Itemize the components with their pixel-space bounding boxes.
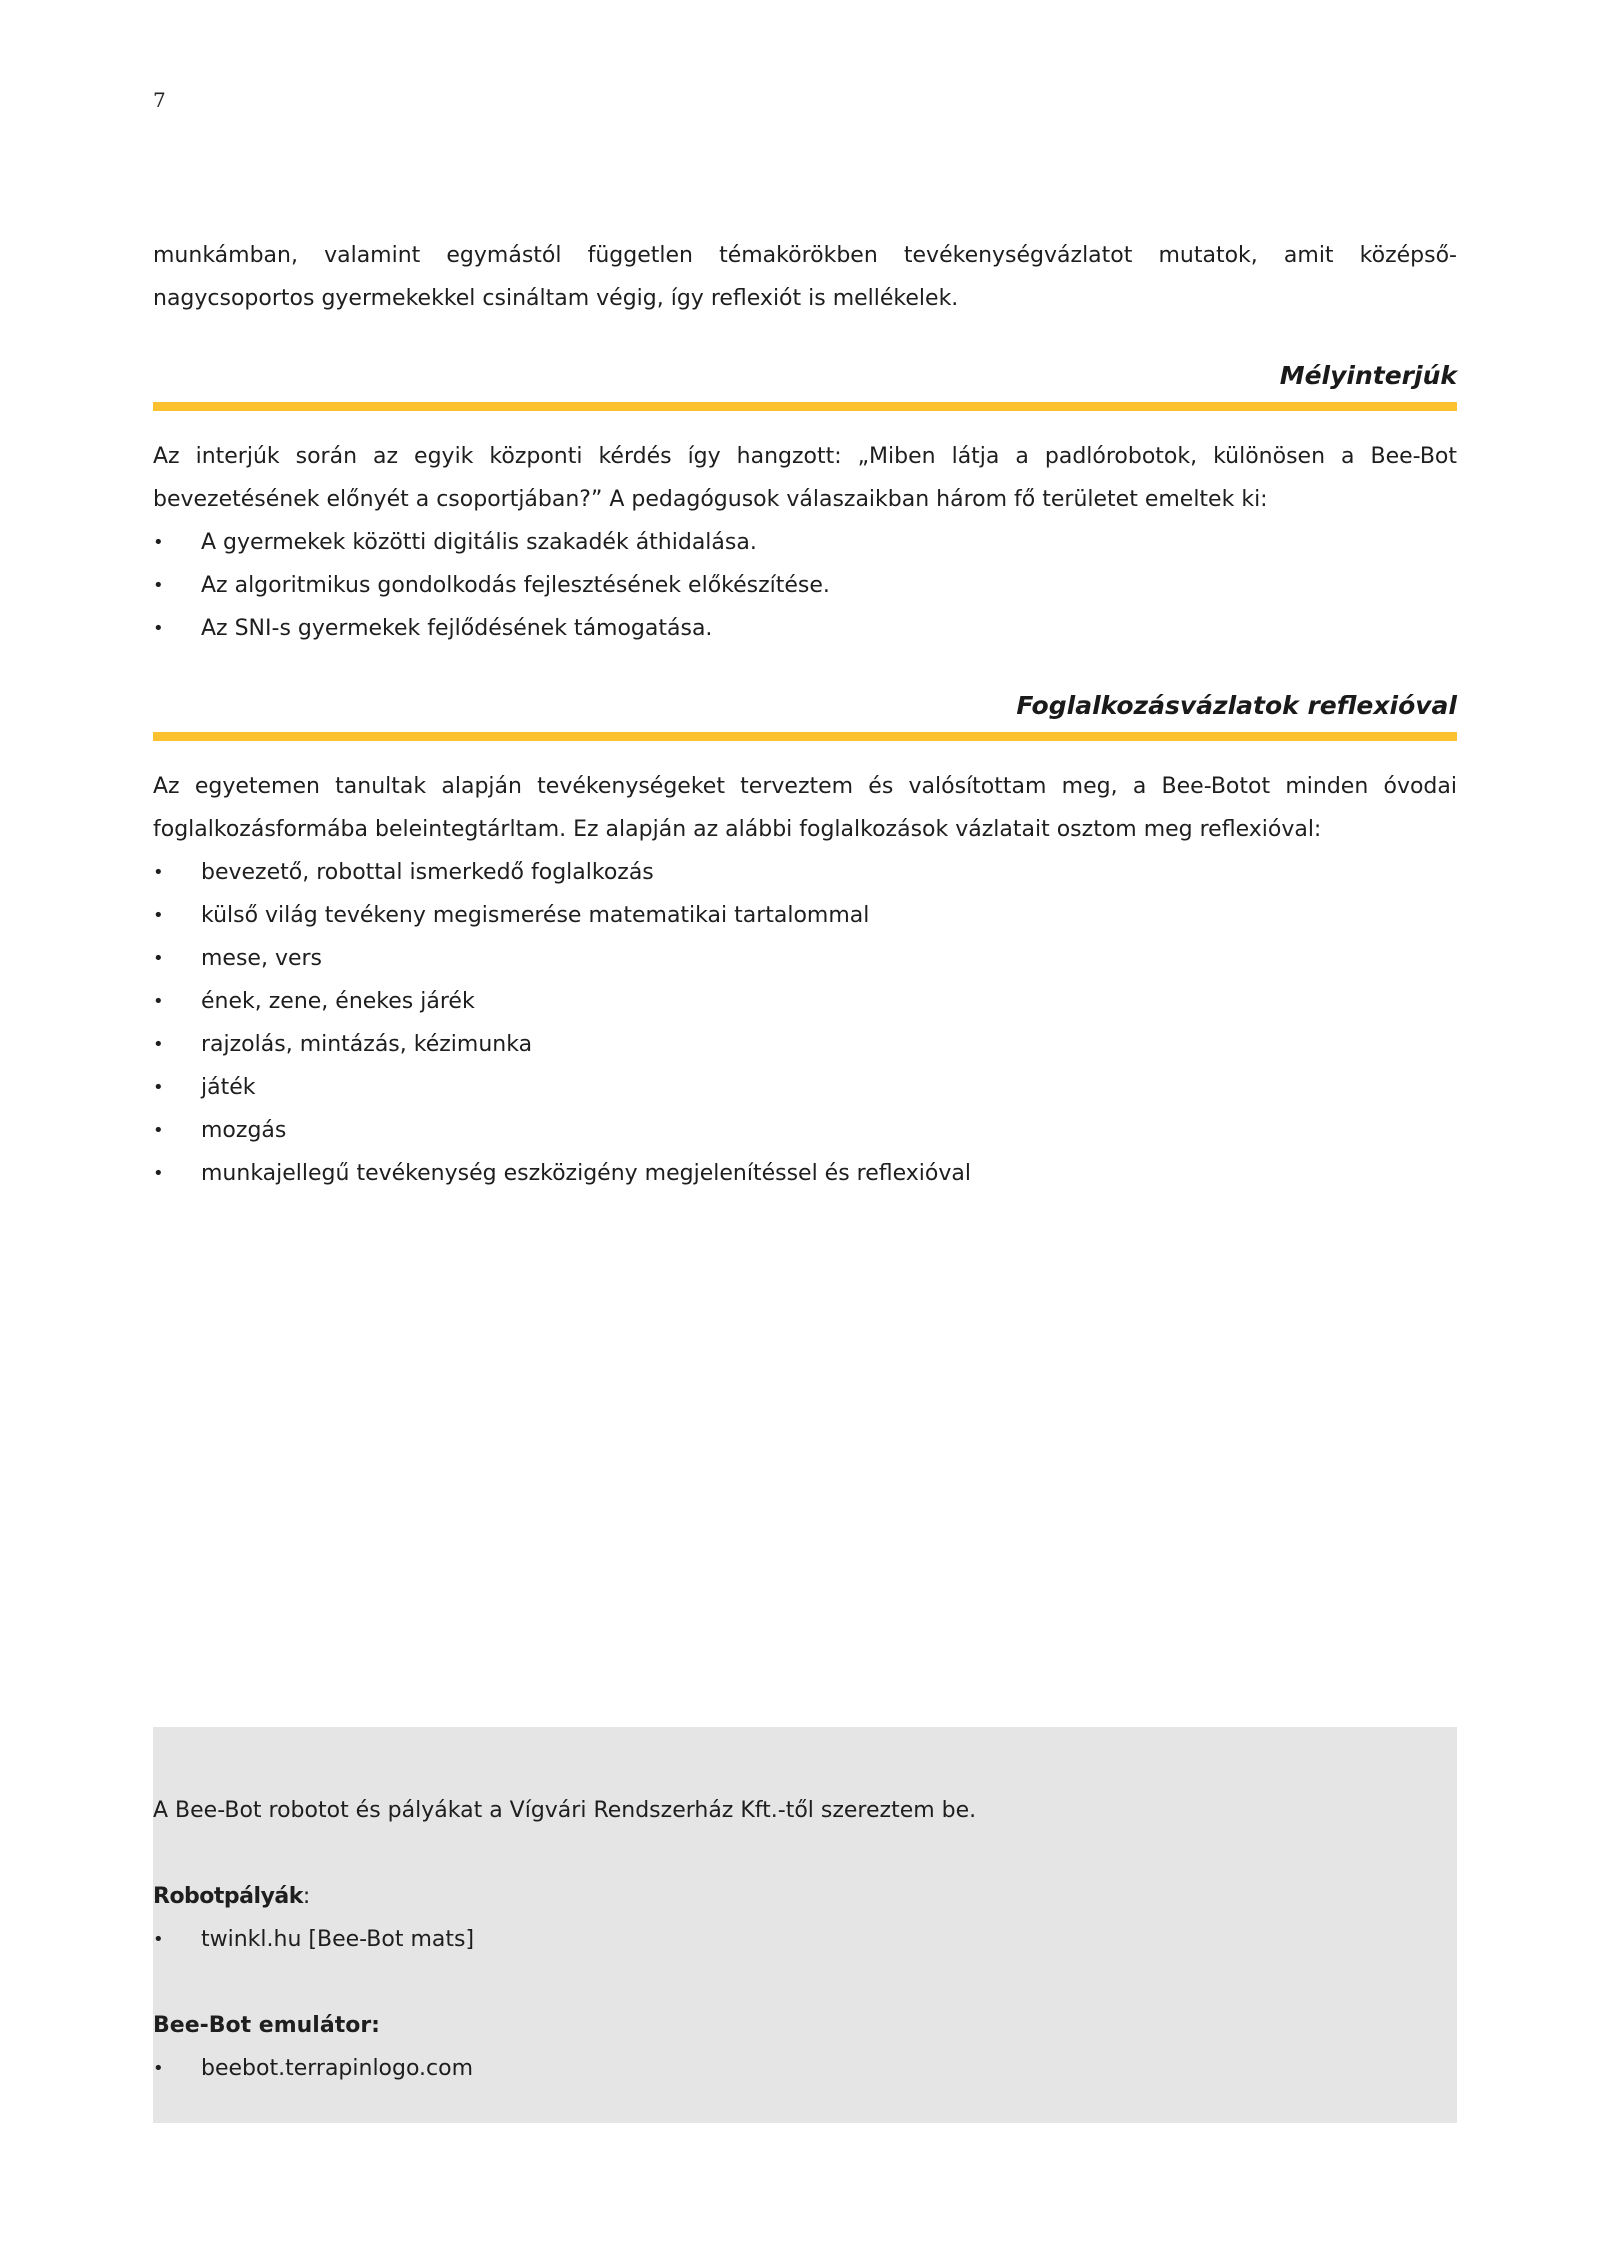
list-item [153,894,1457,937]
robot-mats-label: Robotpályák [153,1884,303,1909]
list-item [153,2047,1457,2090]
page-number: 7 [153,88,166,112]
info-box [153,1727,1457,2123]
bullet-dot: • [153,575,164,596]
bullet-dot: • [153,1163,164,1184]
intro-line-1: munkámban, valamint egymástól független témakörökben tevékenységvázlatot mutatok, amit középső- [153,243,1457,268]
list-item [153,1066,1457,1109]
list-item-text: játék [201,1075,256,1100]
list-item [153,1152,1457,1195]
list-item-text: mozgás [201,1118,287,1143]
main-content [153,234,1457,1195]
bullet-dot: • [153,991,164,1012]
list-item-text: Az SNI-s gyermekek fejlődésének támogatása. [201,616,713,641]
list-item-text: bevezető, robottal ismerkedő foglalkozás [201,860,654,885]
emulator-heading: Bee-Bot emulátor: [153,2013,380,2038]
robot-mats-colon: : [302,1884,311,1909]
list-item-text: külső világ tevékeny megismerése matematikai tartalommal [201,903,870,928]
emulator-list [153,2047,1457,2090]
bullet-dot: • [153,905,164,926]
list-item [153,607,1457,650]
bullet-dot: • [153,1120,164,1141]
list-item [153,1918,1457,1961]
list-item [153,521,1457,564]
bullet-dot: • [153,532,164,553]
intro-line-2: nagycsoportos gyermekekkel csináltam végig, így reflexiót is mellékelek. [153,286,959,311]
list-item-text: A gyermekek közötti digitális szakadék áthidalása. [201,530,757,555]
section2-bullet-list [153,851,1457,1195]
emulator-link[interactable]: beebot.terrapinlogo.com [201,2056,474,2081]
heading-rule [153,732,1457,741]
bullet-dot: • [153,862,164,883]
heading-rule [153,402,1457,411]
bullet-dot: • [153,1034,164,1055]
section-title-foglalkozasvazlatok: Foglalkozásvázlatok reflexióval [1016,691,1457,720]
bullet-dot: • [153,618,164,639]
list-item-text: Az algoritmikus gondolkodás fejlesztésének előkészítése. [201,573,830,598]
list-item-text: munkajellegű tevékenység eszközigény megjelenítéssel és reflexióval [201,1161,971,1186]
list-item [153,564,1457,607]
bullet-dot: • [153,1929,164,1950]
list-item [153,1023,1457,1066]
section2-paragraph: Az egyetemen tanultak alapján tevékenységeket terveztem és valósítottam meg, a Bee-Botot minden óvodai foglalkozásformába beleintegtárltam. Ez alapján az alábbi foglalkozások vázlatait osztom meg reflexióval: [153,774,1457,842]
list-item [153,1109,1457,1152]
bullet-dot: • [153,2058,164,2079]
robot-mats-list [153,1918,1457,1961]
list-item [153,980,1457,1023]
list-item-text: mese, vers [201,946,323,971]
list-item [153,937,1457,980]
robot-mats-link[interactable]: twinkl.hu [Bee-Bot mats] [201,1927,475,1952]
list-item-text: rajzolás, mintázás, kézimunka [201,1032,533,1057]
robot-mats-heading [153,1875,1457,1918]
section1-paragraph: Az interjúk során az egyik központi kérdés így hangzott: „Miben látja a padlórobotok, különösen a Bee-Bot bevezetésének előnyét a csoportjában?” A pedagógusok válaszaikban három fő területet emeltek ki: [153,444,1457,512]
bullet-dot: • [153,948,164,969]
section-title-melyinterjuk: Mélyinterjúk [1279,361,1457,390]
list-item-text: ének, zene, énekes járék [201,989,475,1014]
list-item [153,851,1457,894]
section1-bullet-list [153,521,1457,650]
info-box-text: A Bee-Bot robotot és pályákat a Vígvári Rendszerház Kft.-től szereztem be. [153,1798,977,1823]
bullet-dot: • [153,1077,164,1098]
